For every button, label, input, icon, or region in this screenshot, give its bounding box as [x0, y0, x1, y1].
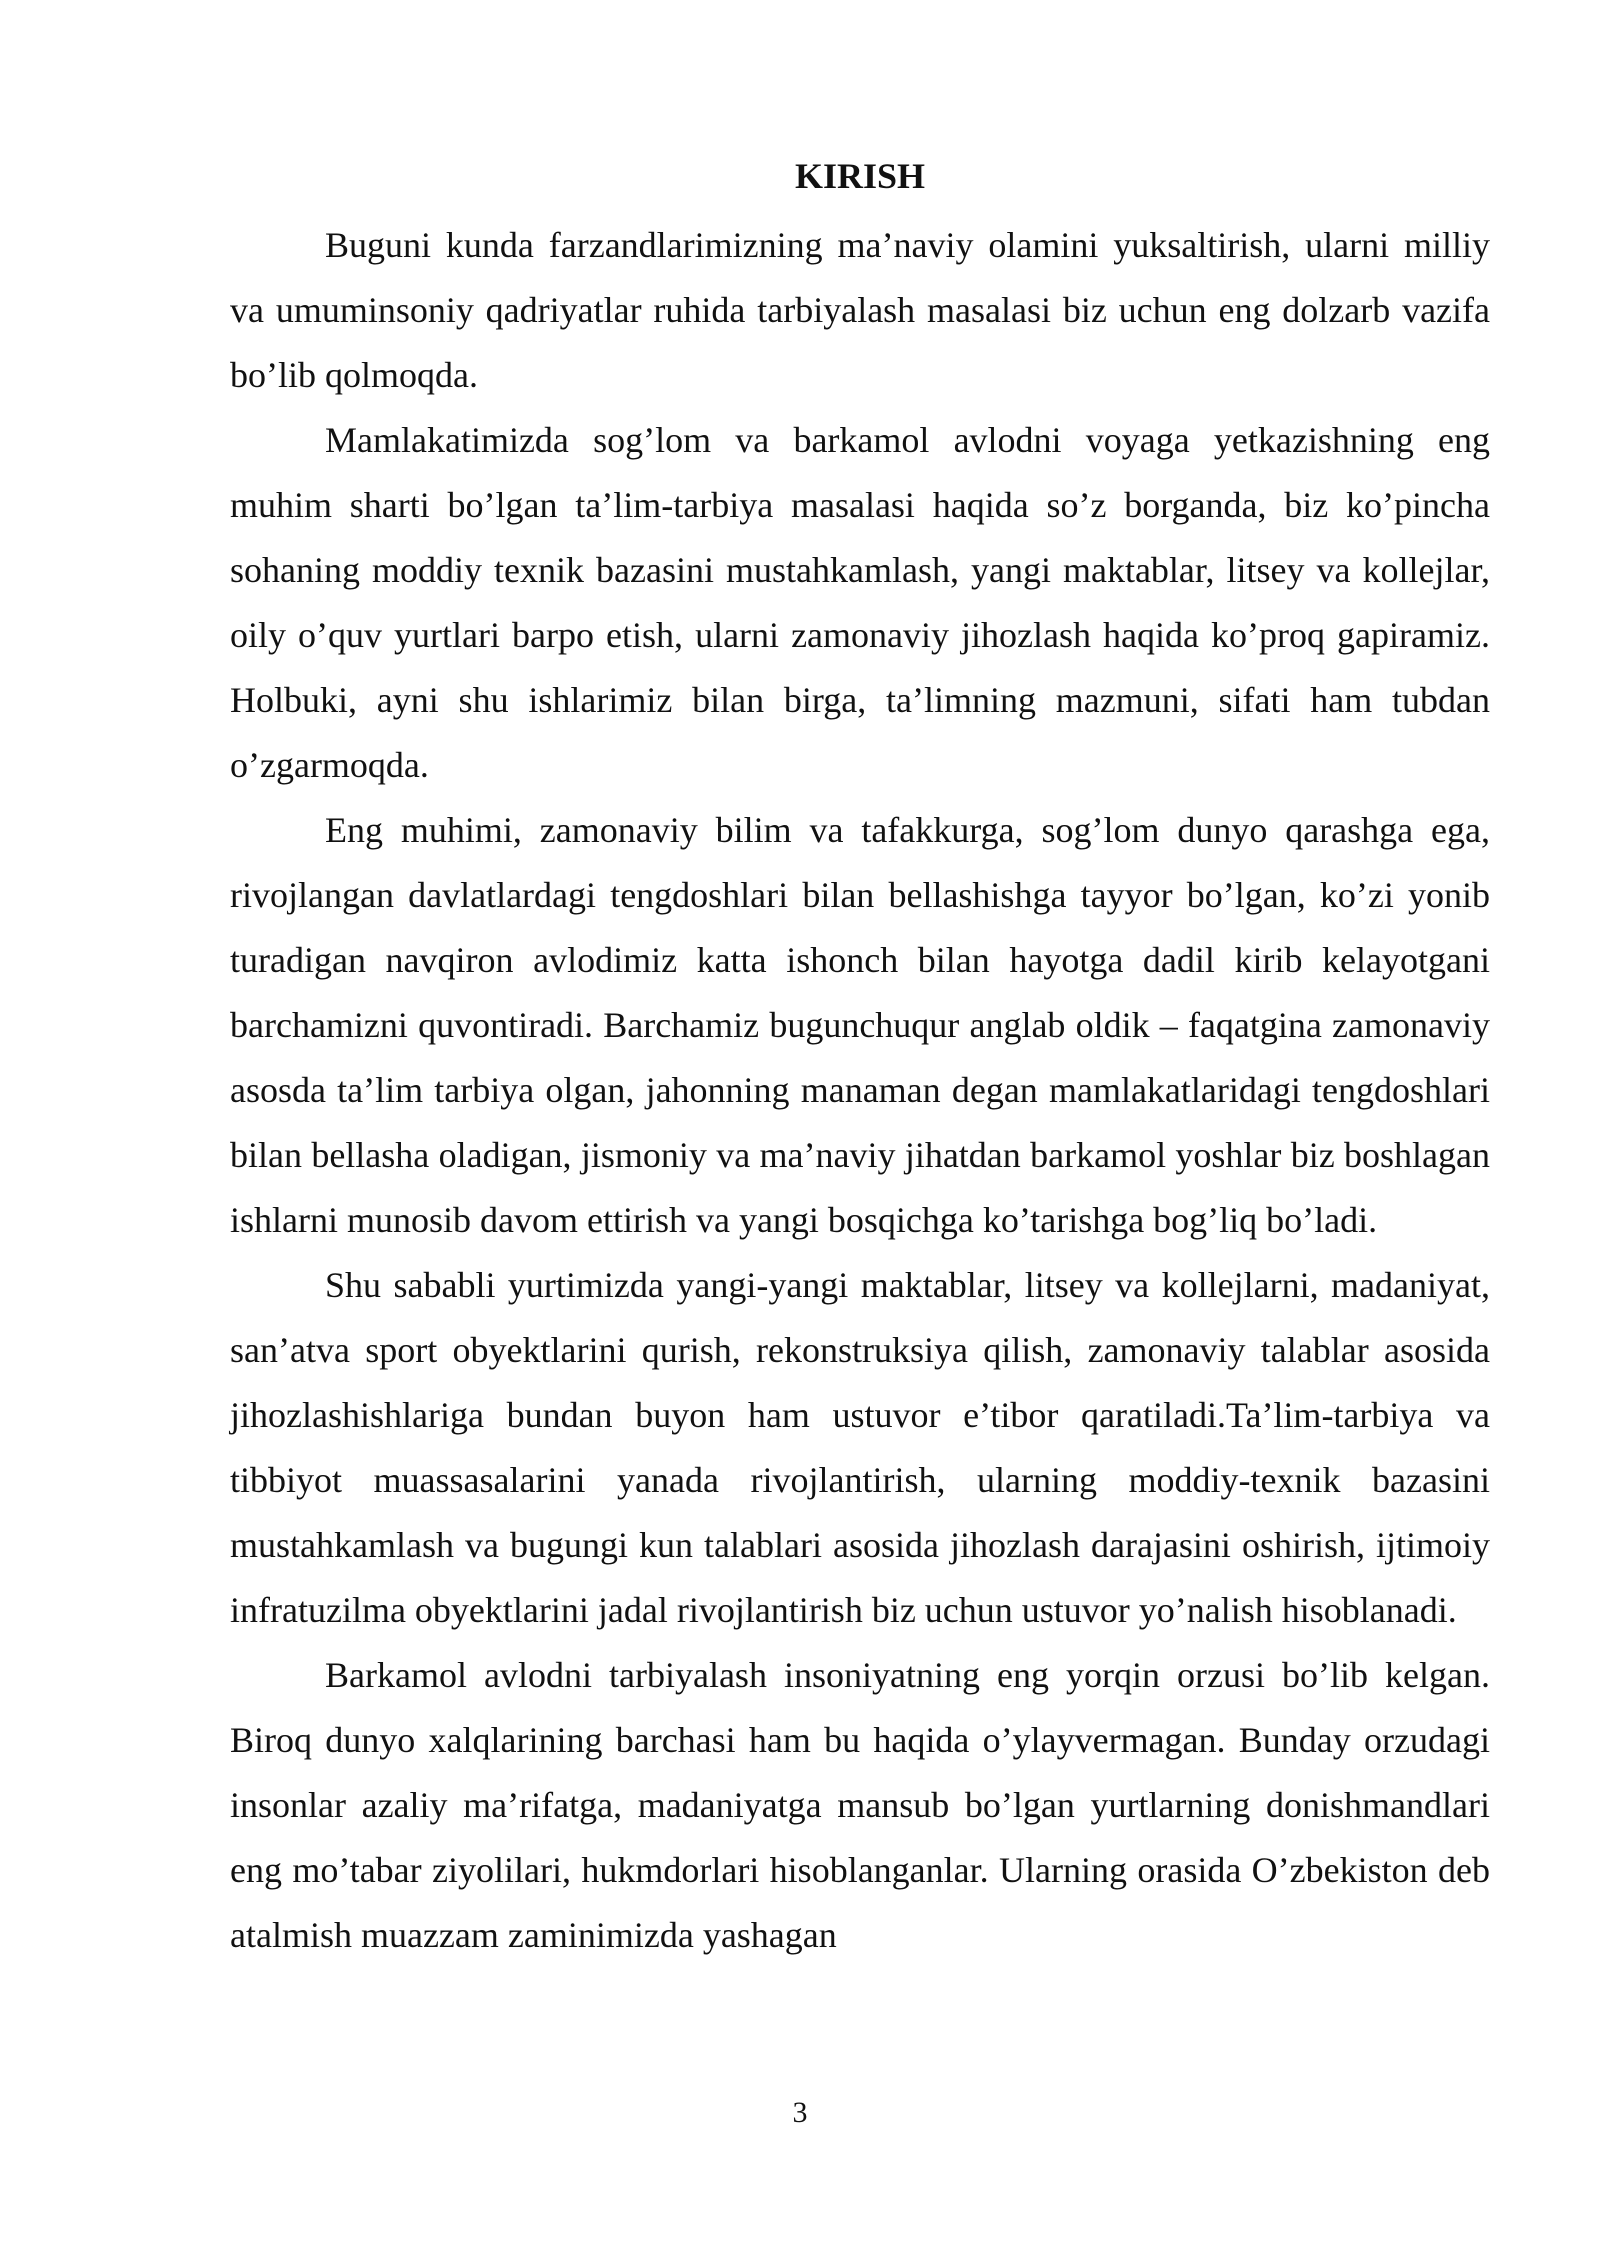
paragraph-5: Barkamol avlodni tarbiyalash insoniyatning eng yorqin orzusi bo’lib kelgan. Biroq dunyo xalqlarining barchasi ham bu haqida o’ylayvermagan. Bunday orzudagi insonlar azaliy ma’rifatga, madaniyatga mansub bo’lgan yurtlarning donishmandlari eng mo’tabar ziyolilari, hukmdorlari hisoblanganlar. Ularning orasida O’zbekiston deb atalmish muazzam zaminimizda yashagan [230, 1655, 1490, 1955]
section-title: KIRISH [794, 156, 926, 196]
paragraph-4: Shu sababli yurtimizda yangi-yangi maktablar, litsey va kollejlarni, madaniyat, san’atva sport obyektlarini qurish, rekonstruksiya qilish, zamonaviy talablar asosida jihozlashishlariga bundan buyon ham ustuvor e’tibor qaratiladi.Ta’lim-tarbiya va tibbiyot muassasalarini yanada rivojlantirish, ularning moddiy-texnik bazasini mustahkamlash va bugungi kun talablari asosida jihozlash darajasini oshirish, ijtimoiy infratuzilma obyektlarini jadal rivojlantirish biz uchun ustuvor yo’nalish hisoblanadi. [230, 1265, 1490, 1630]
paragraph-1: Buguni kunda farzandlarimizning ma’naviy olamini yuksaltirish, ularni milliy va umuminsoniy qadriyatlar ruhida tarbiyalash masalasi biz uchun eng dolzarb vazifa bo’lib qolmoqda. [230, 225, 1490, 395]
paragraph-2: Mamlakatimizda sog’lom va barkamol avlodni voyaga yetkazishning eng muhim sharti bo’lgan ta’lim-tarbiya masalasi haqida so’z borganda, biz ko’pincha sohaning moddiy texnik bazasini mustahkamlash, yangi maktablar, litsey va kollejlar, oily o’quv yurtlari barpo etish, ularni zamonaviy jihozlash haqida ko’proq gapiramiz. Holbuki, ayni shu ishlarimiz bilan birga, ta’limning mazmuni, sifati ham tubdan o’zgarmoqda. [230, 420, 1490, 785]
page-number: 3 [792, 2096, 808, 2129]
paragraph-3: Eng muhimi, zamonaviy bilim va tafakkurga, sog’lom dunyo qarashga ega, rivojlangan davlatlardagi tengdoshlari bilan bellashishga tayyor bo’lgan, ko’zi yonib turadigan navqiron avlodimiz katta ishonch bilan hayotga dadil kirib kelayotgani barchamizni quvontiradi. Barchamiz bugunchuqur anglab oldik – faqatgina zamonaviy asosda ta’lim tarbiya olgan, jahonning manaman degan mamlakatlaridagi tengdoshlari bilan bellasha oladigan, jismoniy va ma’naviy jihatdan barkamol yoshlar biz boshlagan ishlarni munosib davom ettirish va yangi bosqichga ko’tarishga bog’liq bo’ladi. [230, 810, 1490, 1240]
document-body [230, 148, 1490, 1968]
